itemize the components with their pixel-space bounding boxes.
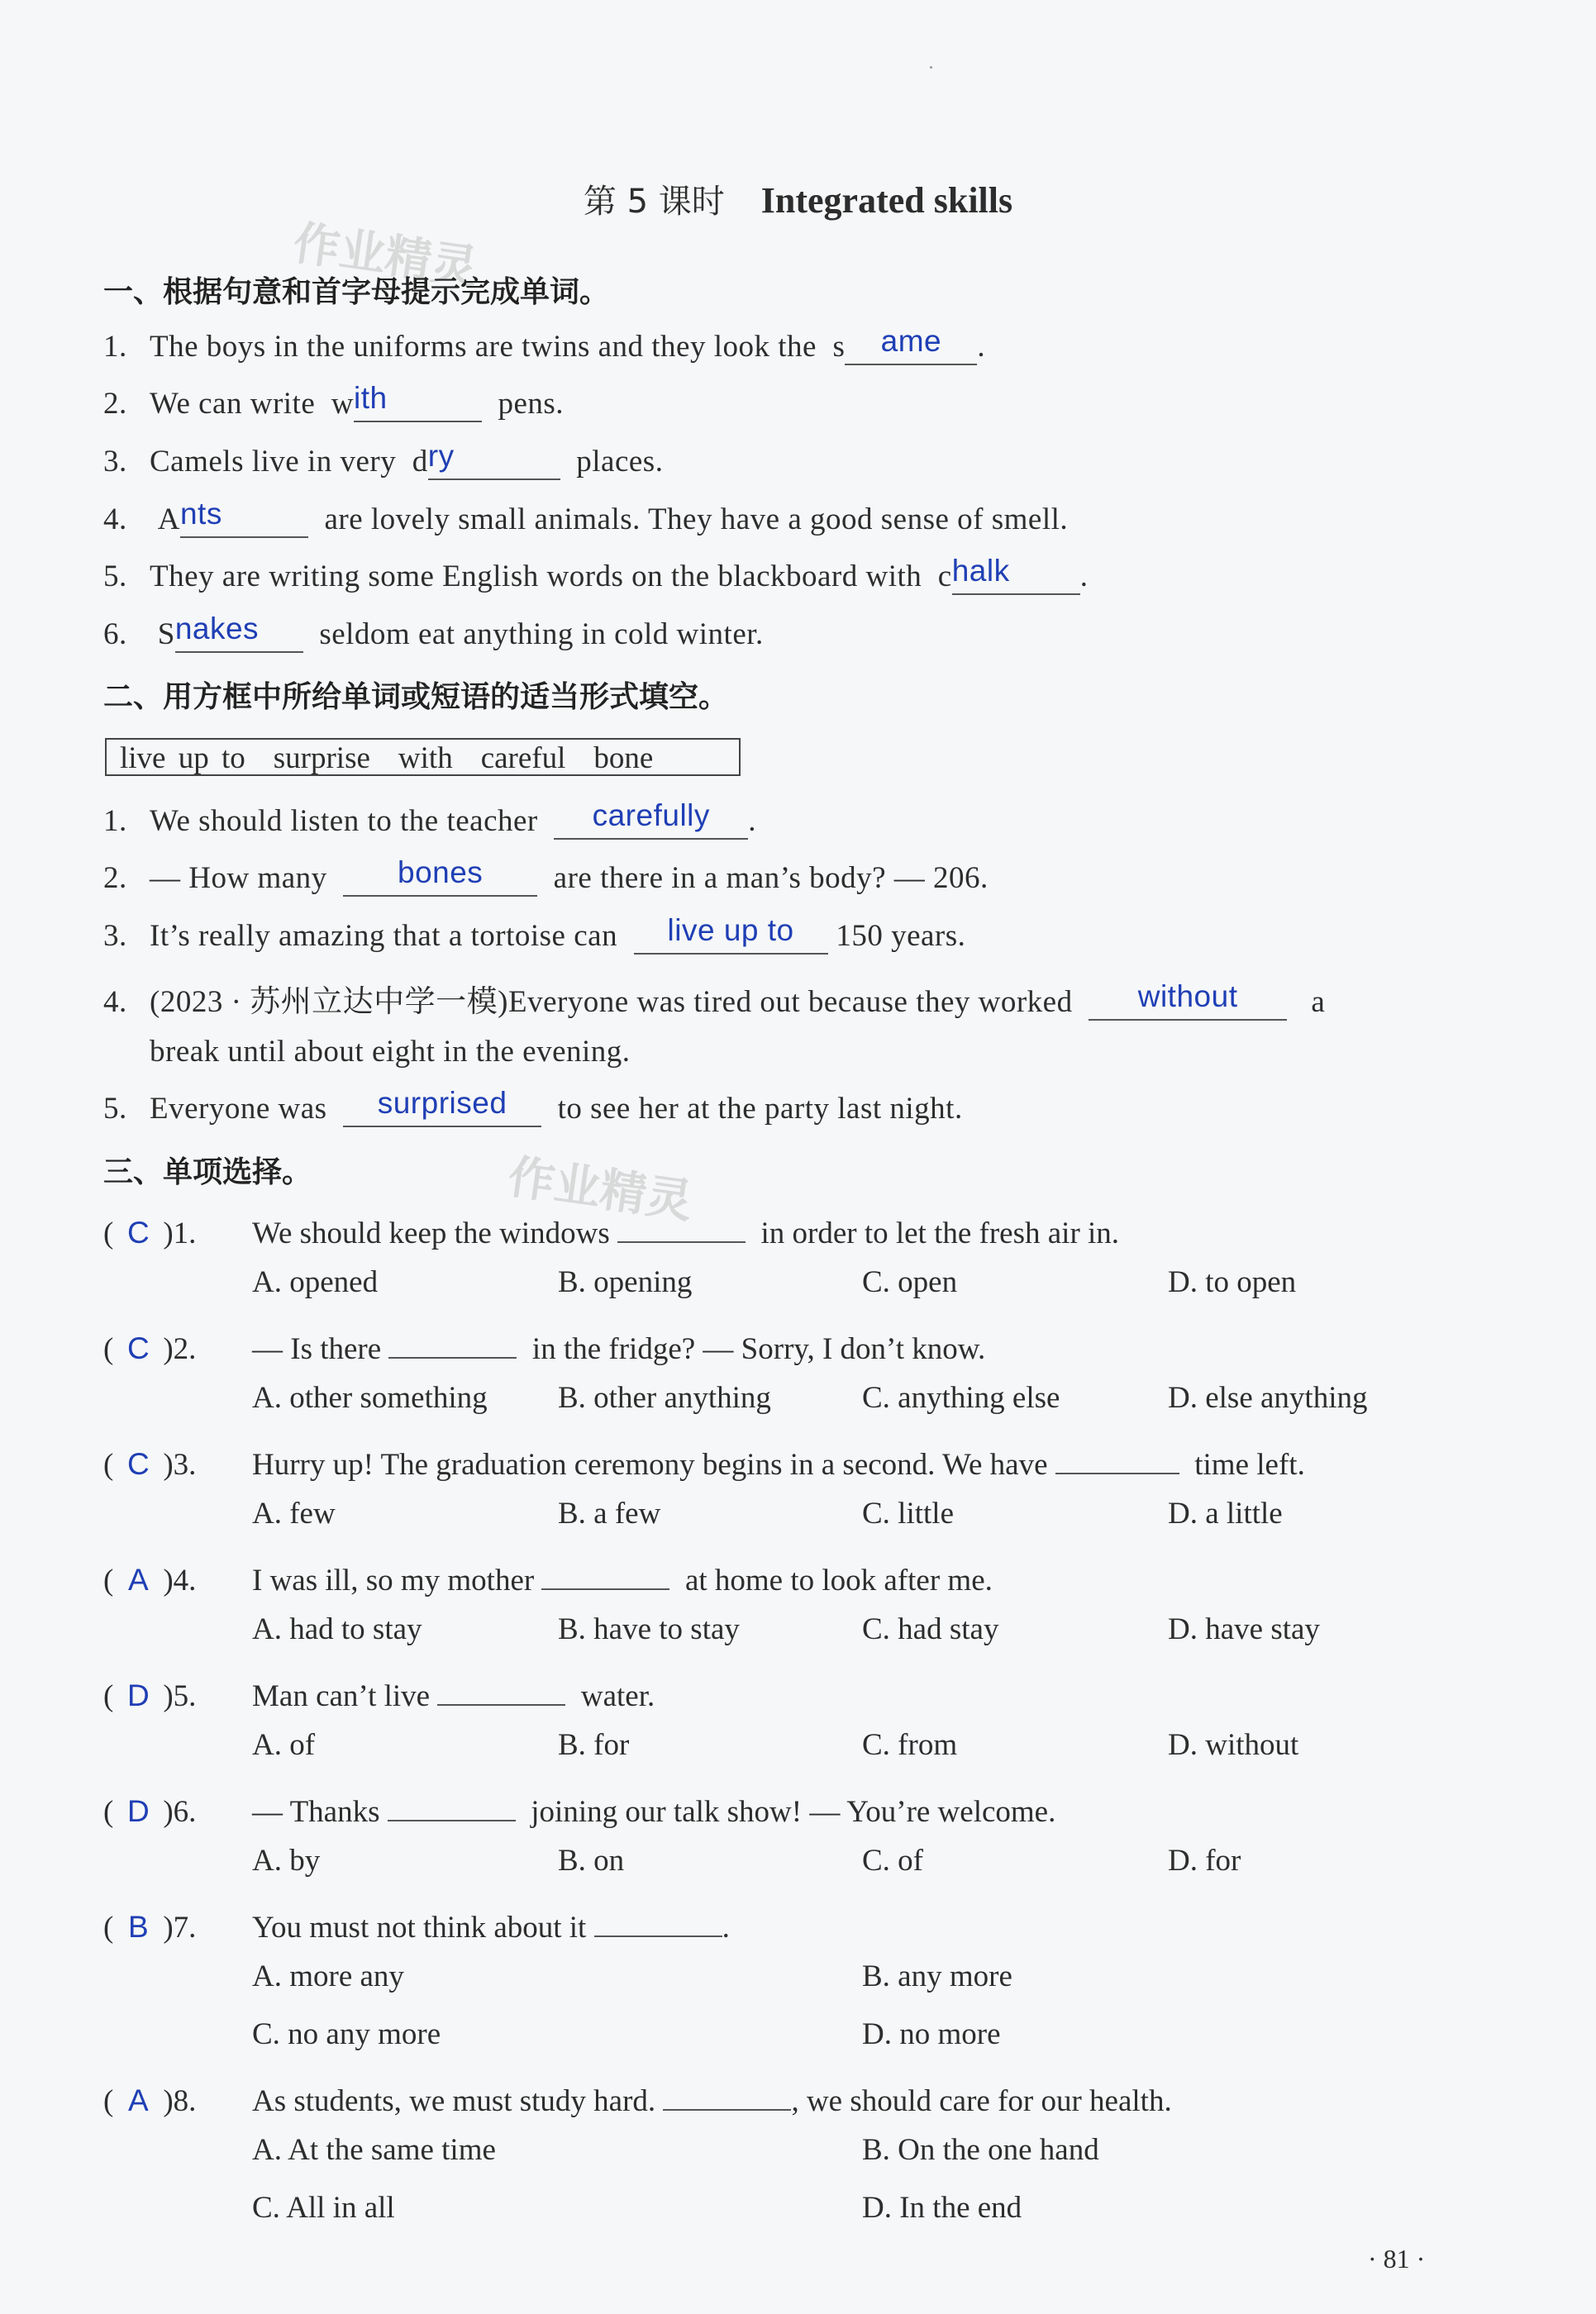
s2-item-4-continued	[150, 1034, 631, 1069]
question-text: in the fridge? — Sorry, I don’t know.	[531, 1332, 986, 1366]
question-text: joining our talk show! — You’re welcome.	[531, 1795, 1056, 1829]
mc-question-5	[103, 1669, 655, 1714]
answer-bracket: ( C )3.	[103, 1447, 197, 1482]
first-letter: S	[157, 617, 175, 651]
question-text: You must not think about it	[252, 1911, 587, 1945]
answer-bracket: ( D )6.	[103, 1794, 197, 1829]
box-word: bone	[593, 741, 654, 775]
s1-item-4	[103, 497, 1069, 538]
item-text: 150 years.	[836, 919, 966, 953]
option-c[interactable]: C. open	[862, 1265, 958, 1299]
answer-bracket: ( C )2.	[103, 1331, 197, 1366]
question-blank[interactable]	[594, 1901, 722, 1937]
box-word: with	[398, 741, 453, 775]
question-text: Hurry up! The graduation ceremony begins in a second. We have	[252, 1448, 1048, 1482]
item-number: 4.	[103, 985, 127, 1019]
mc-question-6	[103, 1785, 1055, 1830]
question-number: 2.	[173, 1332, 197, 1366]
option-b[interactable]: B. opening	[558, 1265, 693, 1299]
option-d[interactable]: D. without	[1168, 1728, 1299, 1762]
option-b[interactable]: B. have to stay	[558, 1612, 740, 1646]
s1-item-2	[103, 381, 565, 422]
s1-item-1	[103, 324, 986, 365]
s1-item-3	[103, 439, 664, 480]
option-b[interactable]: B. On the one hand	[862, 2133, 1099, 2167]
answer-blank[interactable]	[845, 324, 977, 365]
answer-bracket: ( C )1.	[103, 1216, 197, 1250]
first-letter: d	[412, 445, 428, 479]
item-number: 1.	[103, 804, 127, 838]
item-number: 2.	[103, 861, 127, 895]
option-a[interactable]: A. At the same time	[252, 2133, 496, 2167]
answer-letter: C	[126, 1447, 150, 1481]
question-text: — Thanks	[252, 1795, 380, 1829]
answer-fill: halk	[951, 554, 1010, 588]
item-text: Everyone was	[150, 1092, 327, 1126]
item-text: (2023 · 苏州立达中学一模)Everyone was tired out because they worked	[150, 985, 1073, 1019]
option-d[interactable]: D. no more	[862, 2017, 1001, 2051]
answer-blank[interactable]	[174, 612, 303, 653]
question-number: 6.	[173, 1795, 197, 1829]
option-d[interactable]: D. In the end	[862, 2191, 1022, 2225]
answer-blank[interactable]	[427, 439, 560, 480]
s1-item-6	[103, 612, 764, 653]
answer-bracket: ( D )5.	[103, 1678, 197, 1713]
item-text: .	[1079, 559, 1089, 593]
item-text: It’s really amazing that a tortoise can	[150, 919, 618, 953]
option-a[interactable]: A. more any	[252, 1959, 404, 1993]
mc-question-1	[103, 1207, 1119, 1251]
option-a[interactable]: A. had to stay	[252, 1612, 422, 1646]
question-text: water.	[580, 1679, 655, 1713]
item-number: 1.	[103, 330, 127, 364]
box-word: surprise	[273, 741, 370, 775]
answer-letter: C	[126, 1331, 150, 1365]
question-text: at home to look after me.	[684, 1564, 993, 1597]
answer-fill: carefully	[592, 798, 710, 832]
question-text: time left.	[1194, 1448, 1305, 1482]
watermark: 作业精灵	[289, 216, 481, 296]
answer-blank[interactable]	[951, 554, 1080, 595]
question-blank[interactable]	[541, 1554, 669, 1590]
question-text: Man can’t live	[252, 1679, 431, 1713]
option-c[interactable]: C. little	[862, 1497, 954, 1531]
item-number: 5.	[103, 559, 127, 593]
question-number: 3.	[173, 1448, 197, 1482]
first-letter: c	[937, 559, 952, 593]
answer-fill: nakes	[174, 612, 260, 645]
answer-fill: bones	[398, 855, 484, 889]
item-text: are there in a man’s body? — 206.	[553, 861, 989, 895]
box-word: live up to	[120, 741, 245, 775]
option-b[interactable]: B. on	[558, 1844, 625, 1878]
answer-letter: C	[126, 1216, 150, 1250]
option-b[interactable]: B. any more	[862, 1959, 1012, 1993]
answer-letter: D	[126, 1794, 150, 1828]
option-a[interactable]: A. opened	[252, 1265, 379, 1299]
mc-question-7	[103, 1901, 730, 1945]
option-d[interactable]: D. to open	[1168, 1265, 1297, 1299]
item-number: 6.	[103, 617, 127, 651]
item-text: seldom eat anything in cold winter.	[319, 617, 764, 651]
first-letter: w	[331, 387, 354, 421]
item-number: 4.	[103, 502, 127, 536]
section-heading-2: 二、用方框中所给单词或短语的适当形式填空。	[103, 680, 729, 714]
question-blank[interactable]	[388, 1785, 516, 1821]
option-d[interactable]: D. a little	[1168, 1497, 1283, 1531]
answer-letter: A	[127, 2083, 149, 2117]
s2-item-1	[103, 798, 756, 840]
answer-bracket: ( A )8.	[103, 2083, 197, 2118]
s1-item-5	[103, 554, 1089, 595]
question-number: 5.	[173, 1679, 197, 1713]
item-text: .	[977, 330, 986, 364]
answer-blank[interactable]	[343, 855, 537, 897]
option-b[interactable]: B. a few	[558, 1497, 661, 1531]
option-c[interactable]: C. anything else	[862, 1381, 1060, 1415]
lesson-number: 第 5 课时	[583, 183, 725, 221]
item-text: pens.	[498, 387, 565, 421]
question-text: , we should care for our health.	[791, 2084, 1172, 2118]
item-number: 5.	[103, 1092, 127, 1126]
item-text: are lovely small animals. They have a good sense of smell.	[324, 502, 1069, 536]
option-a[interactable]: A. by	[252, 1844, 321, 1878]
mc-question-2	[103, 1322, 985, 1367]
item-text: We can write	[150, 387, 316, 421]
first-letter: A	[157, 502, 180, 536]
watermark: 作业精灵	[504, 1150, 696, 1230]
answer-fill: ame	[880, 324, 942, 358]
question-text: As students, we must study hard.	[252, 2084, 656, 2118]
item-number: 2.	[103, 387, 127, 421]
answer-blank[interactable]	[343, 1086, 541, 1127]
s2-item-3	[103, 913, 966, 955]
option-c[interactable]: C. of	[862, 1844, 923, 1878]
answer-letter: D	[126, 1678, 150, 1712]
option-c[interactable]: C. had stay	[862, 1612, 999, 1646]
mc-question-3	[103, 1438, 1305, 1483]
answer-fill: live up to	[667, 913, 794, 947]
page-number: · 81 ·	[1368, 2244, 1426, 2274]
item-text: The boys in the uniforms are twins and they look the	[150, 330, 817, 364]
question-blank[interactable]	[388, 1322, 517, 1359]
answer-bracket: ( A )4.	[103, 1563, 197, 1597]
s2-item-4	[103, 976, 1325, 1021]
scan-dot	[930, 66, 932, 69]
item-text: Camels live in very	[150, 445, 397, 479]
question-text: We should keep the windows	[252, 1217, 610, 1250]
item-number: 3.	[103, 445, 127, 479]
answer-letter: A	[127, 1563, 149, 1597]
answer-fill: nts	[179, 497, 222, 531]
s2-item-2	[103, 855, 989, 897]
box-word: careful	[480, 741, 566, 775]
option-d[interactable]: D. for	[1168, 1844, 1241, 1878]
item-text: to see her at the party last night.	[557, 1092, 963, 1126]
answer-letter: B	[127, 1910, 149, 1944]
answer-fill: ith	[353, 381, 388, 415]
question-number: 7.	[173, 1911, 197, 1945]
question-text: I was ill, so my mother	[252, 1564, 535, 1597]
page-title	[0, 175, 1596, 222]
question-blank[interactable]	[1055, 1438, 1179, 1474]
question-text: in order to let the fresh air in.	[760, 1217, 1120, 1250]
question-blank[interactable]	[663, 2074, 791, 2111]
s2-item-5	[103, 1086, 963, 1127]
answer-fill: ry	[427, 439, 455, 473]
item-number: 3.	[103, 919, 127, 953]
answer-blank[interactable]	[554, 798, 748, 840]
answer-bracket: ( B )7.	[103, 1910, 197, 1945]
option-a[interactable]: A. few	[252, 1497, 336, 1531]
mc-question-8	[103, 2074, 1172, 2119]
item-text: They are writing some English words on the blackboard with	[150, 559, 922, 593]
option-c[interactable]: C. All in all	[252, 2191, 395, 2225]
question-blank[interactable]	[617, 1207, 746, 1243]
first-letter: s	[832, 330, 846, 364]
mc-question-4	[103, 1554, 993, 1598]
item-text: break until about eight in the evening.	[150, 1035, 631, 1069]
option-a[interactable]: A. of	[252, 1728, 316, 1762]
item-text: a	[1311, 985, 1326, 1019]
item-text: places.	[576, 445, 664, 479]
answer-blank[interactable]	[179, 497, 308, 538]
answer-fill: surprised	[377, 1086, 507, 1120]
answer-fill: without	[1137, 979, 1238, 1013]
question-number: 4.	[173, 1564, 197, 1597]
answer-blank[interactable]	[353, 381, 482, 422]
question-text: — Is there	[252, 1332, 382, 1366]
answer-blank[interactable]	[1089, 979, 1287, 1021]
question-text: .	[722, 1911, 730, 1945]
option-d[interactable]: D. else anything	[1168, 1381, 1368, 1415]
item-text: — How many	[150, 861, 327, 895]
section-heading-3: 三、单项选择。	[103, 1155, 312, 1189]
option-c[interactable]: C. from	[862, 1728, 958, 1762]
option-a[interactable]: A. other something	[252, 1381, 488, 1415]
item-text: .	[748, 804, 756, 838]
option-c[interactable]: C. no any more	[252, 2017, 441, 2051]
question-number: 8.	[173, 2084, 197, 2118]
section-heading-1: 一、根据句意和首字母提示完成单词。	[103, 275, 610, 309]
answer-blank[interactable]	[634, 913, 828, 955]
item-text: We should listen to the teacher	[150, 804, 538, 838]
word-box	[105, 738, 741, 776]
question-number: 1.	[173, 1217, 197, 1250]
option-b[interactable]: B. for	[558, 1728, 630, 1762]
option-d[interactable]: D. have stay	[1168, 1612, 1320, 1646]
question-blank[interactable]	[437, 1669, 565, 1706]
option-b[interactable]: B. other anything	[558, 1381, 771, 1415]
lesson-title: Integrated skills	[760, 180, 1013, 221]
